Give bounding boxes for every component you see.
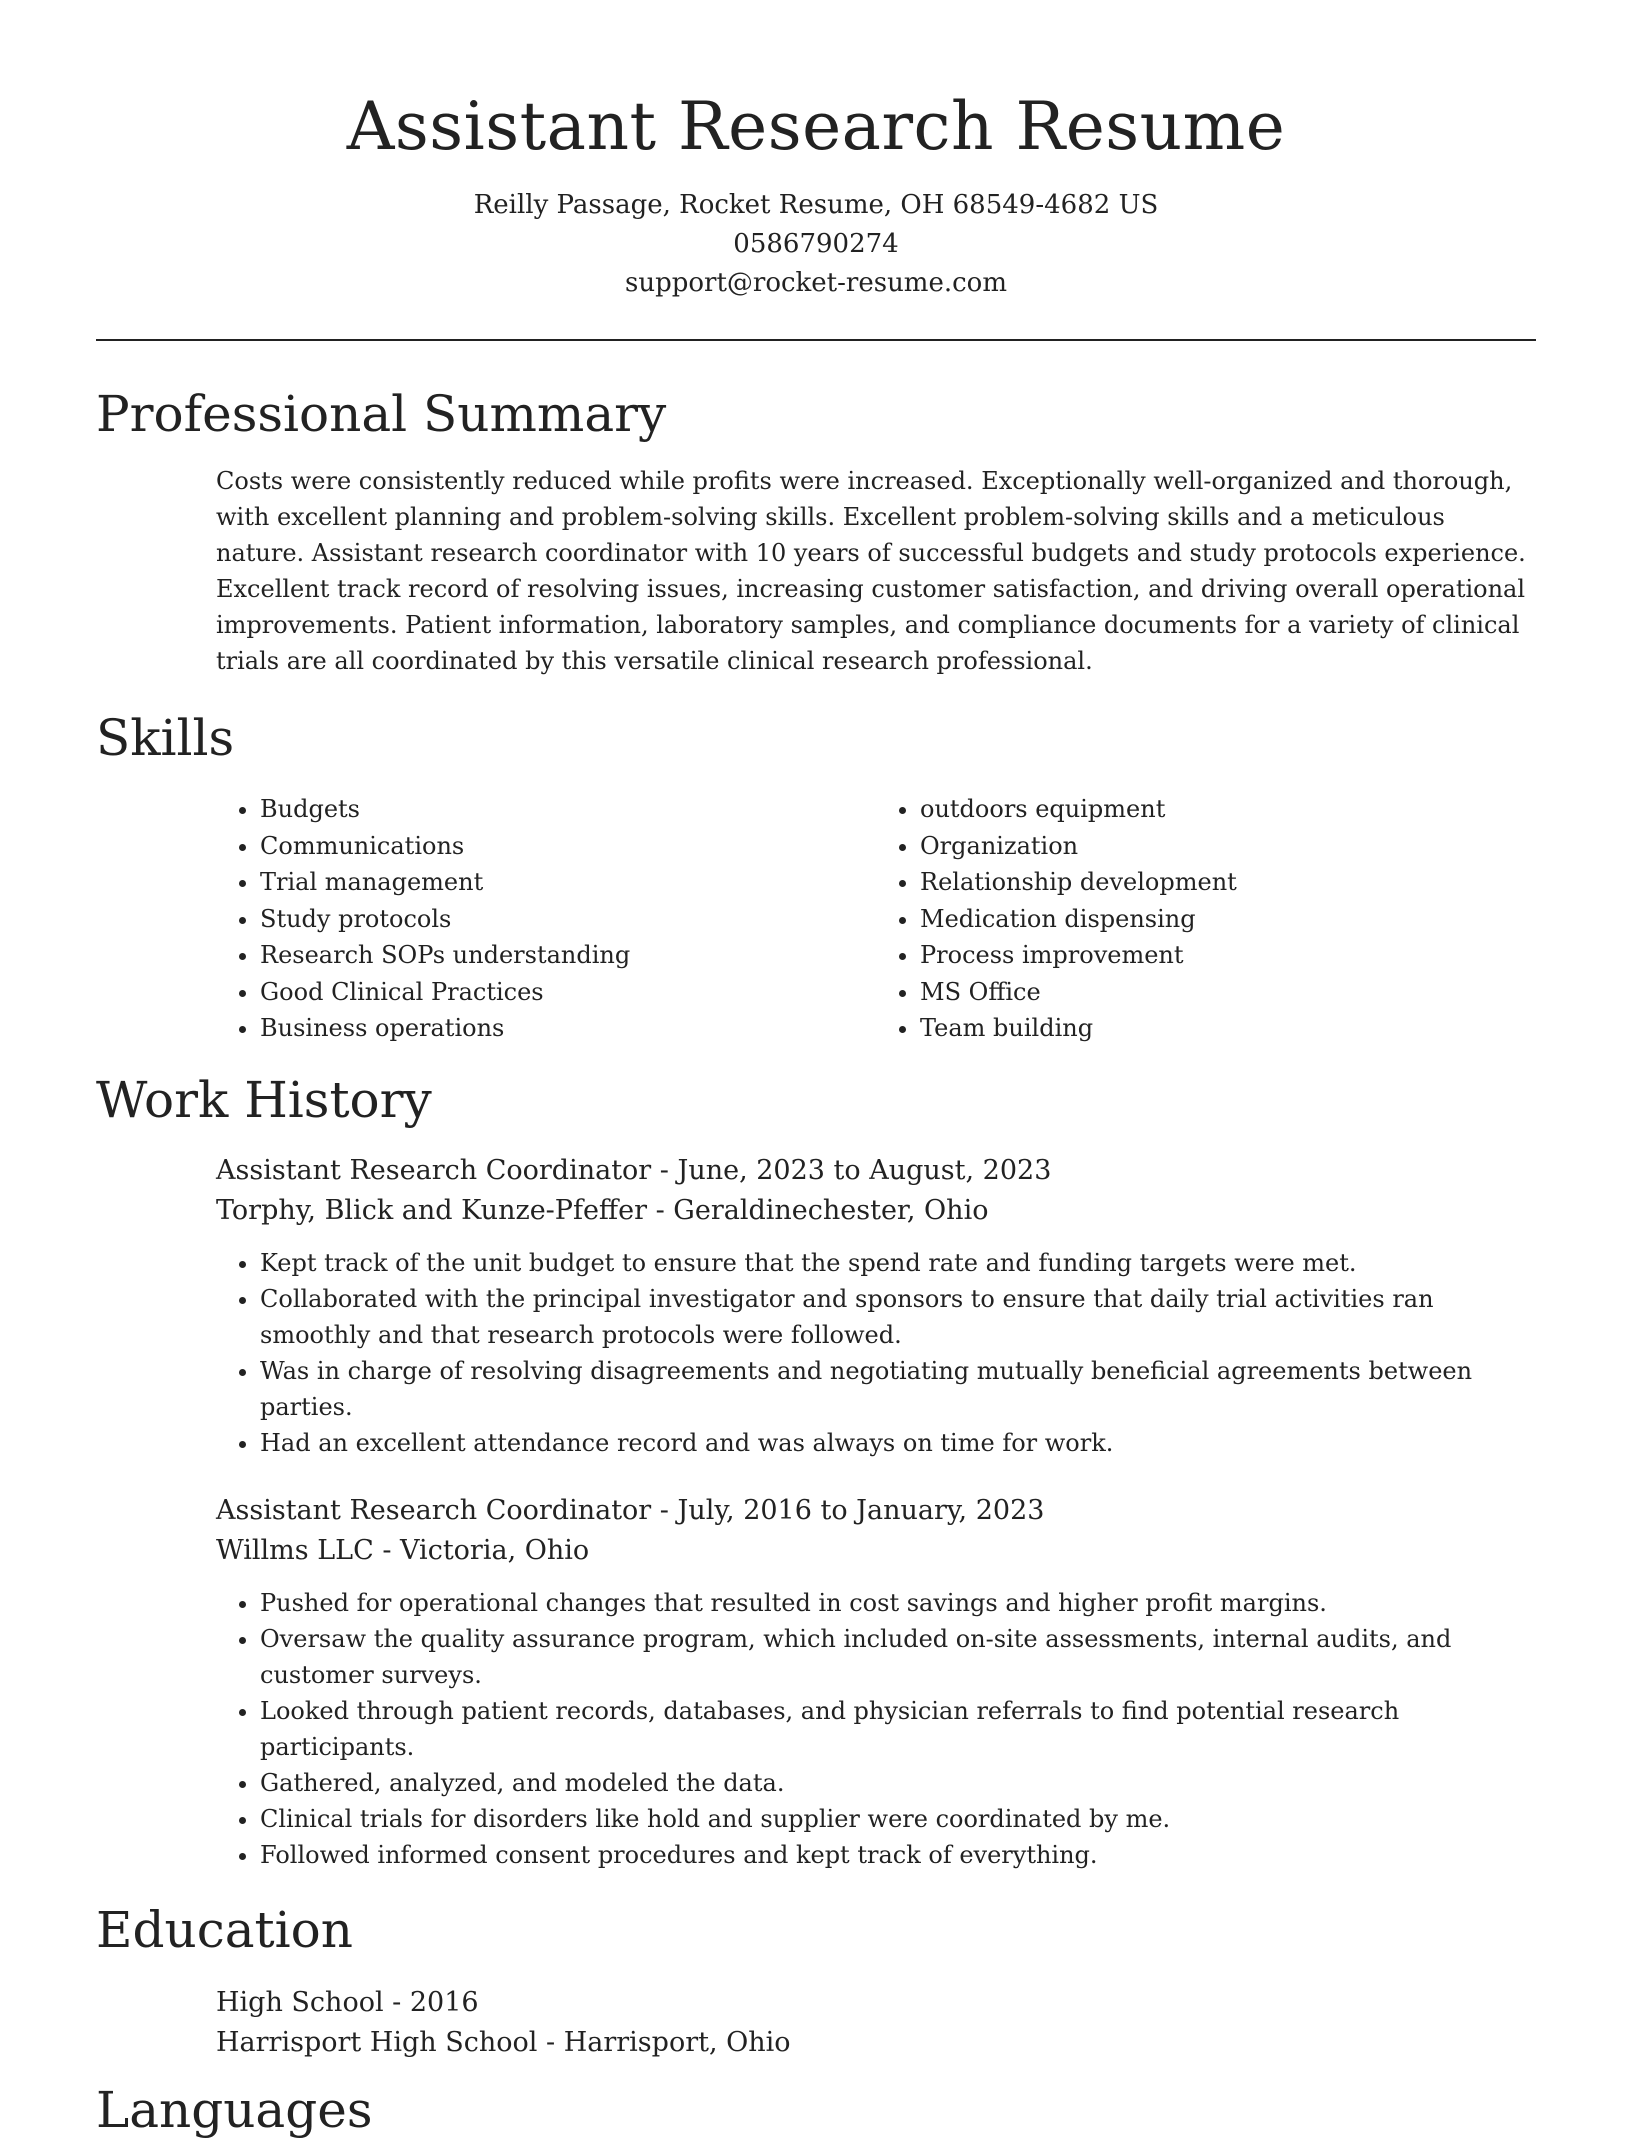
- education-degree: High School: [216, 1986, 384, 2018]
- skill-item: • Team building: [920, 1010, 1536, 1047]
- job-company-line: [216, 1191, 1536, 1231]
- skills-left-list: [216, 791, 876, 1047]
- skills-columns: [216, 791, 1536, 1047]
- contact-phone: 0586790274: [733, 229, 899, 259]
- job-bullet: • Gathered, analyzed, and modeled the data.: [260, 1765, 1536, 1801]
- skills-section: [96, 707, 1536, 1047]
- skill-item: • Process improvement: [920, 937, 1536, 974]
- contact-info: [96, 186, 1536, 303]
- skill-item: • outdoors equipment: [920, 791, 1536, 828]
- job-bullet: • Was in charge of resolving disagreements and negotiating mutually beneficial agreements between parties.: [260, 1353, 1536, 1425]
- languages-heading: Languages: [96, 2080, 373, 2139]
- summary-heading: Professional Summary: [96, 385, 667, 443]
- summary-section: [96, 383, 1536, 679]
- skill-item: • Study protocols: [260, 901, 876, 938]
- contact-address: Reilly Passage, Rocket Resume, OH 68549-4682 US: [473, 190, 1159, 220]
- job-bullets: [216, 1245, 1536, 1461]
- job-entry: [216, 1491, 1536, 1873]
- job-company: Willms LLC: [216, 1534, 374, 1566]
- job-bullet: • Looked through patient records, databases, and physician referrals to find potential research participants.: [260, 1693, 1536, 1765]
- job-entry: [216, 1151, 1536, 1461]
- education-entry: [216, 1983, 1536, 2063]
- job-bullets: [216, 1585, 1536, 1873]
- resume-page: [96, 0, 1536, 2141]
- header-divider: [96, 339, 1536, 341]
- skill-item: • Research SOPs understanding: [260, 937, 876, 974]
- resume-header: [96, 0, 1536, 303]
- job-location: - Geraldinechester, Ohio: [647, 1194, 989, 1226]
- education-year: - 2016: [383, 1986, 479, 2018]
- education-heading: Education: [96, 1900, 353, 1959]
- job-bullet: • Had an excellent attendance record and was always on time for work.: [260, 1425, 1536, 1461]
- job-title: Assistant Research Coordinator: [216, 1494, 652, 1526]
- education-section: [96, 1899, 1536, 2063]
- resume-title: Assistant Research Resume: [346, 88, 1286, 165]
- job-bullet: • Pushed for operational changes that resulted in cost savings and higher profit margins.: [260, 1585, 1536, 1621]
- education-school-line: [216, 2023, 1536, 2063]
- job-dates: - June, 2023 to August, 2023: [651, 1154, 1052, 1186]
- job-dates: - July, 2016 to January, 2023: [651, 1494, 1045, 1526]
- job-location: - Victoria, Ohio: [373, 1534, 590, 1566]
- summary-text: Costs were consistently reduced while profits were increased. Exceptionally well-organized and thorough, with excellent planning and problem-solving skills. Excellent problem-solving skills and a meticulous nature. Assistant research coordinator with 10 years of successful budgets and study protocols experience. Excellent track record of resolving issues, increasing customer satisfaction, and driving overall operational improvements. Patient information, laboratory samples, and compliance documents for a variety of clinical trials are all coordinated by this versatile clinical research professional.: [216, 467, 1526, 675]
- work-history-heading: Work History: [96, 1070, 432, 1129]
- skill-item: • MS Office: [920, 974, 1536, 1011]
- job-title: Assistant Research Coordinator: [216, 1154, 652, 1186]
- job-bullet: • Clinical trials for disorders like hold and supplier were coordinated by me.: [260, 1801, 1536, 1837]
- skill-item: • Good Clinical Practices: [260, 974, 876, 1011]
- education-location: - Harrisport, Ohio: [537, 2026, 791, 2058]
- job-company-line: [216, 1531, 1536, 1571]
- job-bullet: • Followed informed consent procedures and kept track of everything.: [260, 1837, 1536, 1873]
- job-bullet: • Kept track of the unit budget to ensure that the spend rate and funding targets were met.: [260, 1245, 1536, 1281]
- job-bullet: • Oversaw the quality assurance program, which included on-site assessments, internal audits, and customer surveys.: [260, 1621, 1536, 1693]
- education-degree-line: [216, 1983, 1536, 2023]
- work-history-section: [96, 1069, 1536, 1873]
- languages-section: [96, 2079, 1536, 2141]
- skill-item: • Budgets: [260, 791, 876, 828]
- education-school: Harrisport High School: [216, 2026, 538, 2058]
- contact-email: support@rocket-resume.com: [624, 268, 1007, 298]
- skill-item: • Relationship development: [920, 864, 1536, 901]
- skill-item: • Communications: [260, 828, 876, 865]
- job-title-line: [216, 1151, 1536, 1191]
- job-bullet: • Collaborated with the principal investigator and sponsors to ensure that daily trial activities ran smoothly and that research protocols were followed.: [260, 1281, 1536, 1353]
- skill-item: • Business operations: [260, 1010, 876, 1047]
- skill-item: • Medication dispensing: [920, 901, 1536, 938]
- skills-heading: Skills: [96, 709, 235, 767]
- skill-item: • Organization: [920, 828, 1536, 865]
- skills-right-list: [876, 791, 1536, 1047]
- skill-item: • Trial management: [260, 864, 876, 901]
- job-company: Torphy, Blick and Kunze-Pfeffer: [216, 1194, 647, 1226]
- job-title-line: [216, 1491, 1536, 1531]
